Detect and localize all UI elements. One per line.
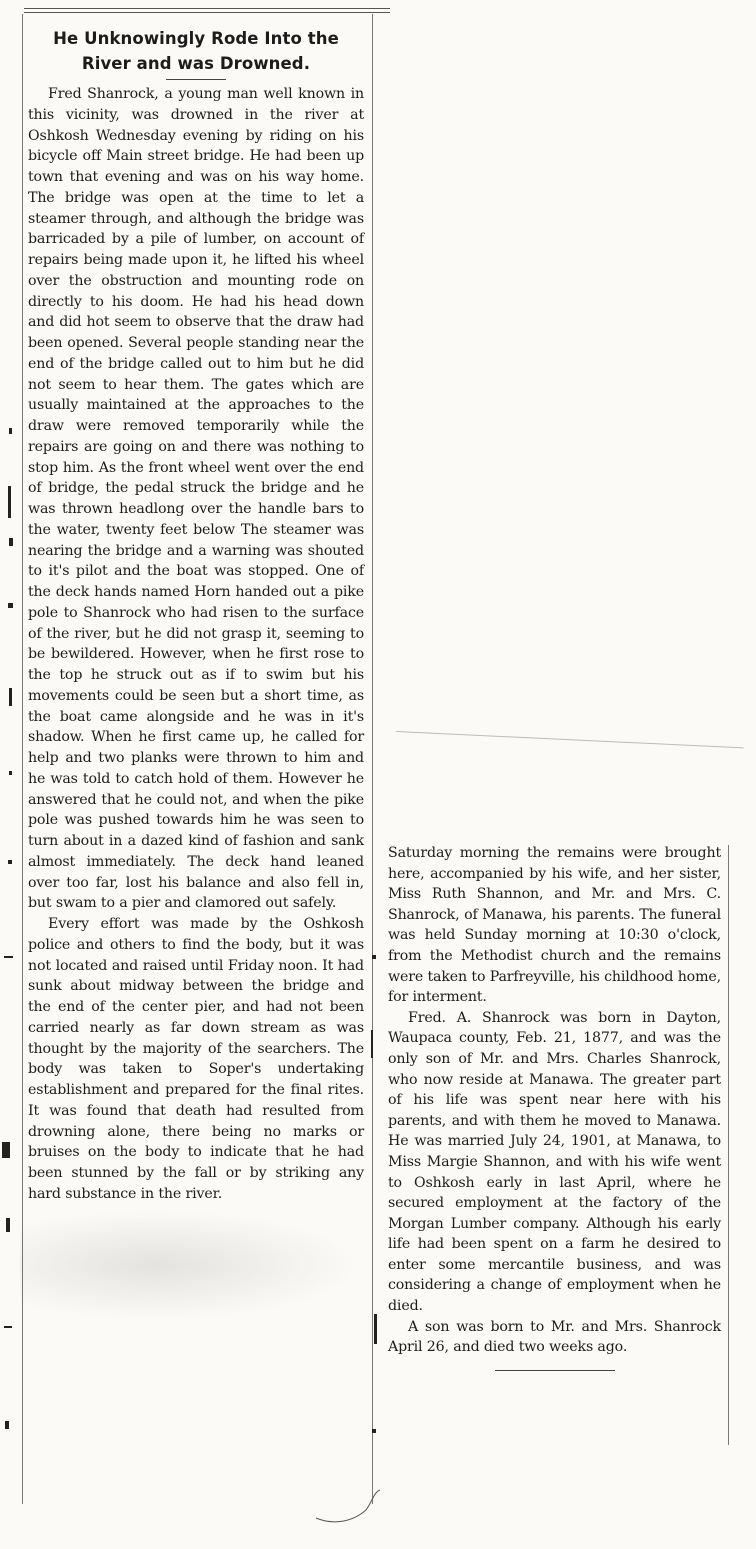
margin-mark <box>9 688 12 706</box>
adjacent-column-rule <box>396 731 744 748</box>
headline-rule <box>166 79 226 80</box>
margin-mark <box>8 603 13 608</box>
paragraph: Fred. A. Shanrock was born in Dayton, Waupaca county, Feb. 21, 1877, and was the only son of Mr. and Mrs. Charles Shanrock, who now reside at Manawa. The greater part of his life was spent near here with his parents, and with them he moved to Manawa. He was married July 24, 1901, at Manawa, to Miss Margie Shannon, and with his wife went to Oshkosh early in last April, where he secured employment at the factory of the Morgan Lumber company. Although his early life had been spent on a farm he desired to enter some mercantile business, and was considering a change of employment when he died. <box>388 1009 721 1315</box>
paragraph: A son was born to Mr. and Mrs. Shanrock April 26, and died two weeks ago. <box>388 1318 721 1356</box>
margin-mark <box>6 1218 10 1232</box>
margin-mark <box>4 956 13 958</box>
paragraph: Saturday morning the remains were brought here, accompanied by his wife, and her sister, Miss Ruth Shannon, and Mr. and Mrs. C. Shanrock, of Manawa, his parents. The funeral was held Sunday morning at 10:30 o'clock, from the Methodist church and the remains were taken to Parfreyville, his childhood home, for interment. <box>388 845 721 1006</box>
article-column-right <box>388 843 721 1371</box>
margin-mark <box>372 1429 376 1433</box>
top-rule-second <box>24 12 390 13</box>
margin-mark <box>9 771 12 775</box>
margin-mark <box>371 1030 373 1058</box>
margin-mark <box>8 860 12 864</box>
paragraph: Every effort was made by the Oshkosh police and others to find the body, but it was not located and raised until Friday noon. It had sunk about midway between the bridge and the end of the center pier, and had not been carried nearly as far down stream as was thought by the majority of the searchers. The body was taken to Soper's undertaking establishment and prepared for the final rites. It was found that death had resulted from drowning alone, there being no marks or bruises on the body to indicate that he had been stunned by the fall or by striking any hard substance in the river. <box>28 916 364 1202</box>
margin-mark <box>4 1326 12 1328</box>
headline-line-2: River and was Drowned. <box>81 54 311 73</box>
pencil-scribble <box>310 1470 390 1530</box>
margin-mark <box>2 1142 10 1158</box>
end-rule <box>495 1370 615 1371</box>
margin-mark <box>372 955 376 959</box>
margin-mark <box>9 428 12 434</box>
margin-mark <box>8 486 11 518</box>
article-column-left <box>28 22 364 1205</box>
column-rule-middle <box>372 14 373 1504</box>
margin-mark <box>5 1421 9 1429</box>
print-smudge <box>20 1210 360 1320</box>
paragraph: Fred Shanrock, a young man well known in this vicinity, was drowned in the river at Oshkosh Wednesday evening by riding on his bicycle off Main street bridge. He had been up town that evening and was on his way home. The bridge was open at the time to let a steamer through, and although the bridge was barricaded by a pile of lumber, on account of repairs being made upon it, he lifted his wheel over the obstruction and mounting rode on directly to his doom. He had his head down and did hot seem to observe that the draw had been opened. Several people standing near the end of the bridge called out to him but he did not seem to hear them. The gates which are usually maintained at the approaches to the draw were removed temporarily while the repairs are going on and there was nothing to stop him. As the front wheel went over the end of bridge, the pedal struck the bridge and he was thrown headlong over the handle bars to the water, twenty feet below The steamer was nearing the bridge and a warning was shouted to it's pilot and the boat was stopped. One of the deck hands named Horn handed out a pike pole to Shanrock who had risen to the surface of the river, but he did not grasp it, seeming to be bewildered. However, when he first rose to the top he struck out as if to swim but his movements could be seen but a short time, as the boat came alongside and he was in it's shadow. When he first came up, he called for help and two planks were thrown to him and he was told to catch hold of them. However he answered that he could not, and when the pike pole was pushed towards him he was seen to turn about in a dazed kind of fashion and sank almost immediately. The deck hand leaned over too far, lost his balance and also fell in, but swam to a pier and clamored out safely. <box>28 86 364 912</box>
margin-mark <box>9 538 13 546</box>
top-rule <box>24 8 390 9</box>
column-rule-left <box>22 14 23 1504</box>
headline-line-1: He Unknowingly Rode Into the <box>53 29 339 48</box>
column-rule-right <box>728 845 729 1445</box>
margin-mark <box>374 1314 377 1344</box>
headline <box>28 26 364 76</box>
